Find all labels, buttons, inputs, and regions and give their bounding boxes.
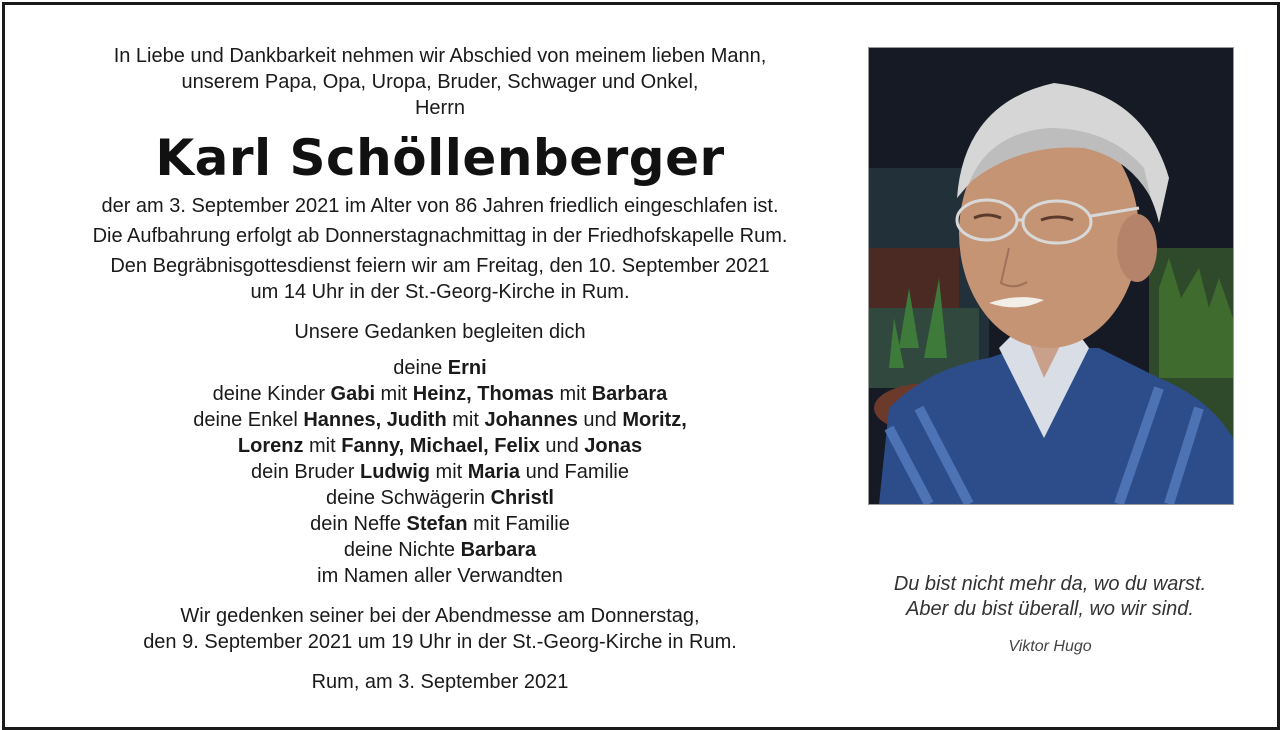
- mourner-line: deine Enkel Hannes, Judith mit Johannes und Moritz,: [193, 409, 687, 431]
- funeral-line-1: Den Begräbnisgottesdienst feiern wir am Freitag, den 10. September 2021: [110, 255, 770, 277]
- mourner-line: deine Schwägerin Christl: [326, 487, 554, 509]
- mourner-line: deine Kinder Gabi mit Heinz, Thomas mit Barbara: [212, 383, 668, 405]
- mourners-heading: Unsere Gedanken begleiten dich: [294, 321, 586, 343]
- mourner-line: dein Neffe Stefan mit Familie: [310, 513, 570, 535]
- memorial-line-1: Wir gedenken seiner bei der Abendmesse am Donnerstag,: [180, 605, 700, 627]
- mourner-line: Lorenz mit Fanny, Michael, Felix und Jonas: [237, 435, 643, 457]
- portrait-photo: [868, 47, 1234, 505]
- mourner-line: deine Nichte Barbara: [343, 539, 537, 561]
- intro-line-2: unserem Papa, Opa, Uropa, Bruder, Schwager und Onkel,: [181, 71, 699, 93]
- mourner-line: deine Erni: [393, 357, 487, 379]
- deceased-name: Karl Schöllenberger: [155, 129, 725, 187]
- place-date: Rum, am 3. September 2021: [311, 671, 569, 693]
- quote-author: Viktor Hugo: [1008, 638, 1092, 655]
- death-line: der am 3. September 2021 im Alter von 86 Jahren friedlich eingeschlafen ist.: [101, 195, 779, 217]
- quote-line-2: Aber du bist überall, wo wir sind.: [906, 598, 1194, 620]
- quote-block: [860, 572, 1240, 659]
- memorial-line-2: den 9. September 2021 um 19 Uhr in der St.-Georg-Kirche in Rum.: [143, 631, 737, 653]
- obituary-frame: [2, 2, 1280, 730]
- obituary-text: [35, 43, 845, 695]
- quote-line-1: Du bist nicht mehr da, wo du warst.: [893, 573, 1207, 595]
- intro-line-3: Herrn: [414, 97, 465, 119]
- funeral-line-2: um 14 Uhr in der St.-Georg-Kirche in Rum.: [250, 281, 630, 303]
- mourner-line: im Namen aller Verwandten: [317, 565, 563, 587]
- viewing-line: Die Aufbahrung erfolgt ab Donnerstagnachmittag in der Friedhofskapelle Rum.: [92, 225, 788, 247]
- intro-line-1: In Liebe und Dankbarkeit nehmen wir Abschied von meinem lieben Mann,: [113, 45, 767, 67]
- mourner-line: dein Bruder Ludwig mit Maria und Familie: [251, 461, 629, 483]
